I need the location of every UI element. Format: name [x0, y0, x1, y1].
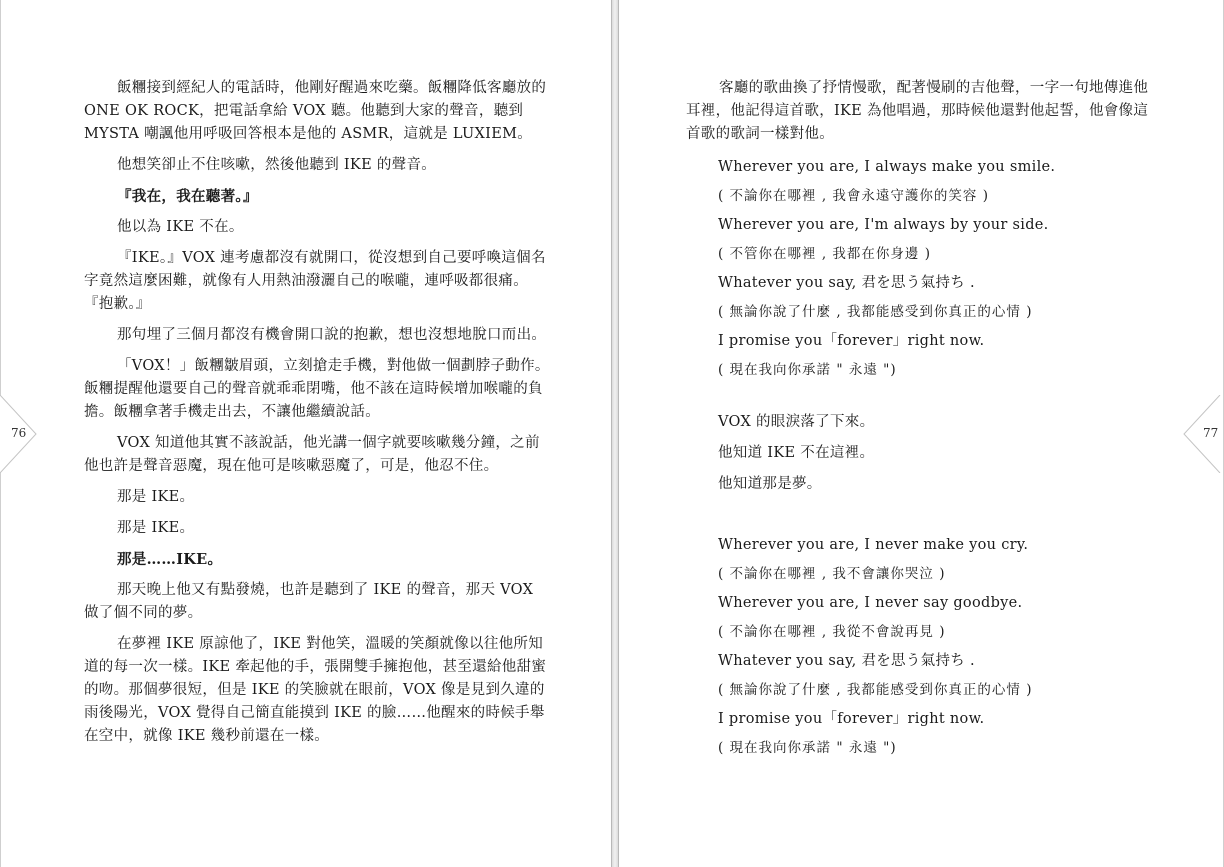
narration-line: VOX 的眼淚落了下來。 — [718, 414, 875, 430]
lyrics-block-2 — [686, 534, 1156, 760]
paragraph: 那句埋了三個月都沒有機會開口說的抱歉，想也沒想地脫口而出。 — [117, 327, 547, 343]
middle-block — [686, 411, 1156, 496]
lyric-line: Wherever you are, I never say goodbye. — [718, 595, 1023, 611]
left-page-number: 76 — [11, 426, 27, 440]
lyric-line: Wherever you are, I'm always by your side. — [718, 217, 1049, 233]
lyric-line: I promise you「forever」right now. — [718, 333, 985, 349]
lyric-line: Wherever you are, I never make you cry. — [718, 537, 1029, 553]
spacer — [686, 504, 1156, 534]
paragraph: 飯糰接到經紀人的電話時，他剛好醒過來吃藥。飯糰降低客廳放的 ONE OK ROCK，把電話拿給 VOX 聽。他聽到大家的聲音，聽到 MYSTA 嘲諷他用呼吸回答根本是他的 ASMR，這就是 LUXIEM。 — [84, 80, 547, 142]
paragraph: 那是 IKE。 — [117, 489, 195, 505]
narration-line: 他知道 IKE 不在這裡。 — [718, 445, 875, 461]
paragraph: 『我在，我在聽著。』 — [117, 188, 258, 205]
paragraph: VOX 知道他其實不該說話，他光講一個字就要咳嗽幾分鐘，之前他也許是聲音惡魔，現在他可是咳嗽惡魔了，可是，他忍不住。 — [84, 435, 540, 474]
lyric-line: Wherever you are, I always make you smile. — [718, 159, 1056, 175]
lyric-translation: ( 現在我向你承諾 " 永遠 ") — [718, 362, 897, 378]
lyrics-block-1 — [686, 156, 1156, 382]
lyric-line: Whatever you say, 君を思う氣持ち . — [718, 275, 975, 291]
paragraph: 在夢裡 IKE 原諒他了，IKE 對他笑，溫暖的笑顏就像以往他所知道的每一次一樣。IKE 牽起他的手，張開雙手擁抱他，甚至還給他甜蜜的吻。那個夢很短，但是 IKE 的笑臉就在眼前，VOX 像是見到久違的雨後陽光，VOX 覺得自己簡直能摸到 IKE 的臉……他醒來的時候手舉在空中，就像 IKE 幾秒前還在一樣。 — [84, 636, 547, 744]
left-page-text — [84, 77, 550, 756]
spacer — [686, 388, 1156, 411]
lyric-translation: ( 不論你在哪裡 , 我從不會說再見 ) — [718, 624, 946, 640]
lyric-line: Whatever you say, 君を思う氣持ち . — [718, 653, 975, 669]
intro-paragraph: 客廳的歌曲換了抒情慢歌，配著慢刷的吉他聲，一字一句地傳進他耳裡，他記得這首歌，IKE 為他唱過，那時候他還對他起誓，他會像這首歌的歌詞一樣對他。 — [686, 80, 1149, 142]
paragraph: 那天晚上他又有點發燒，也許是聽到了 IKE 的聲音，那天 VOX 做了個不同的夢。 — [84, 582, 534, 621]
paragraph: 「VOX！」飯糰皺眉頭，立刻搶走手機，對他做一個劃脖子動作。飯糰提醒他還要自己的聲音就乖乖閉嘴，他不該在這時候增加喉嚨的負擔。飯糰拿著手機走出去，不讓他繼續說話。 — [84, 358, 550, 420]
lyric-translation: ( 無論你說了什麼 , 我都能感受到你真正的心情 ) — [718, 304, 1033, 320]
lyric-line: I promise you「forever」right now. — [718, 711, 985, 727]
paragraph: 那是……IKE。 — [117, 551, 223, 568]
paragraph: 『IKE。』VOX 連考慮都沒有就開口，從沒想到自己要呼喚這個名字竟然這麼困難，就像有人用熱油潑灑自己的喉嚨，連呼吸都很痛。『抱歉。』 — [84, 250, 546, 312]
lyric-translation: ( 無論你說了什麼 , 我都能感受到你真正的心情 ) — [718, 682, 1033, 698]
paragraph: 那是 IKE。 — [117, 520, 195, 536]
lyric-translation: ( 現在我向你承諾 " 永遠 ") — [718, 740, 897, 756]
paragraph: 他以為 IKE 不在。 — [117, 219, 244, 235]
right-page-number: 77 — [1203, 426, 1219, 440]
lyric-translation: ( 不論你在哪裡 , 我會永遠守護你的笑容 ) — [718, 188, 989, 204]
narration-line: 他知道那是夢。 — [718, 476, 822, 492]
right-page-text — [686, 77, 1156, 766]
paragraph: 他想笑卻止不住咳嗽，然後他聽到 IKE 的聲音。 — [117, 157, 437, 173]
lyric-translation: ( 不論你在哪裡 , 我不會讓你哭泣 ) — [718, 566, 946, 582]
lyric-translation: ( 不管你在哪裡 , 我都在你身邊 ) — [718, 246, 931, 262]
